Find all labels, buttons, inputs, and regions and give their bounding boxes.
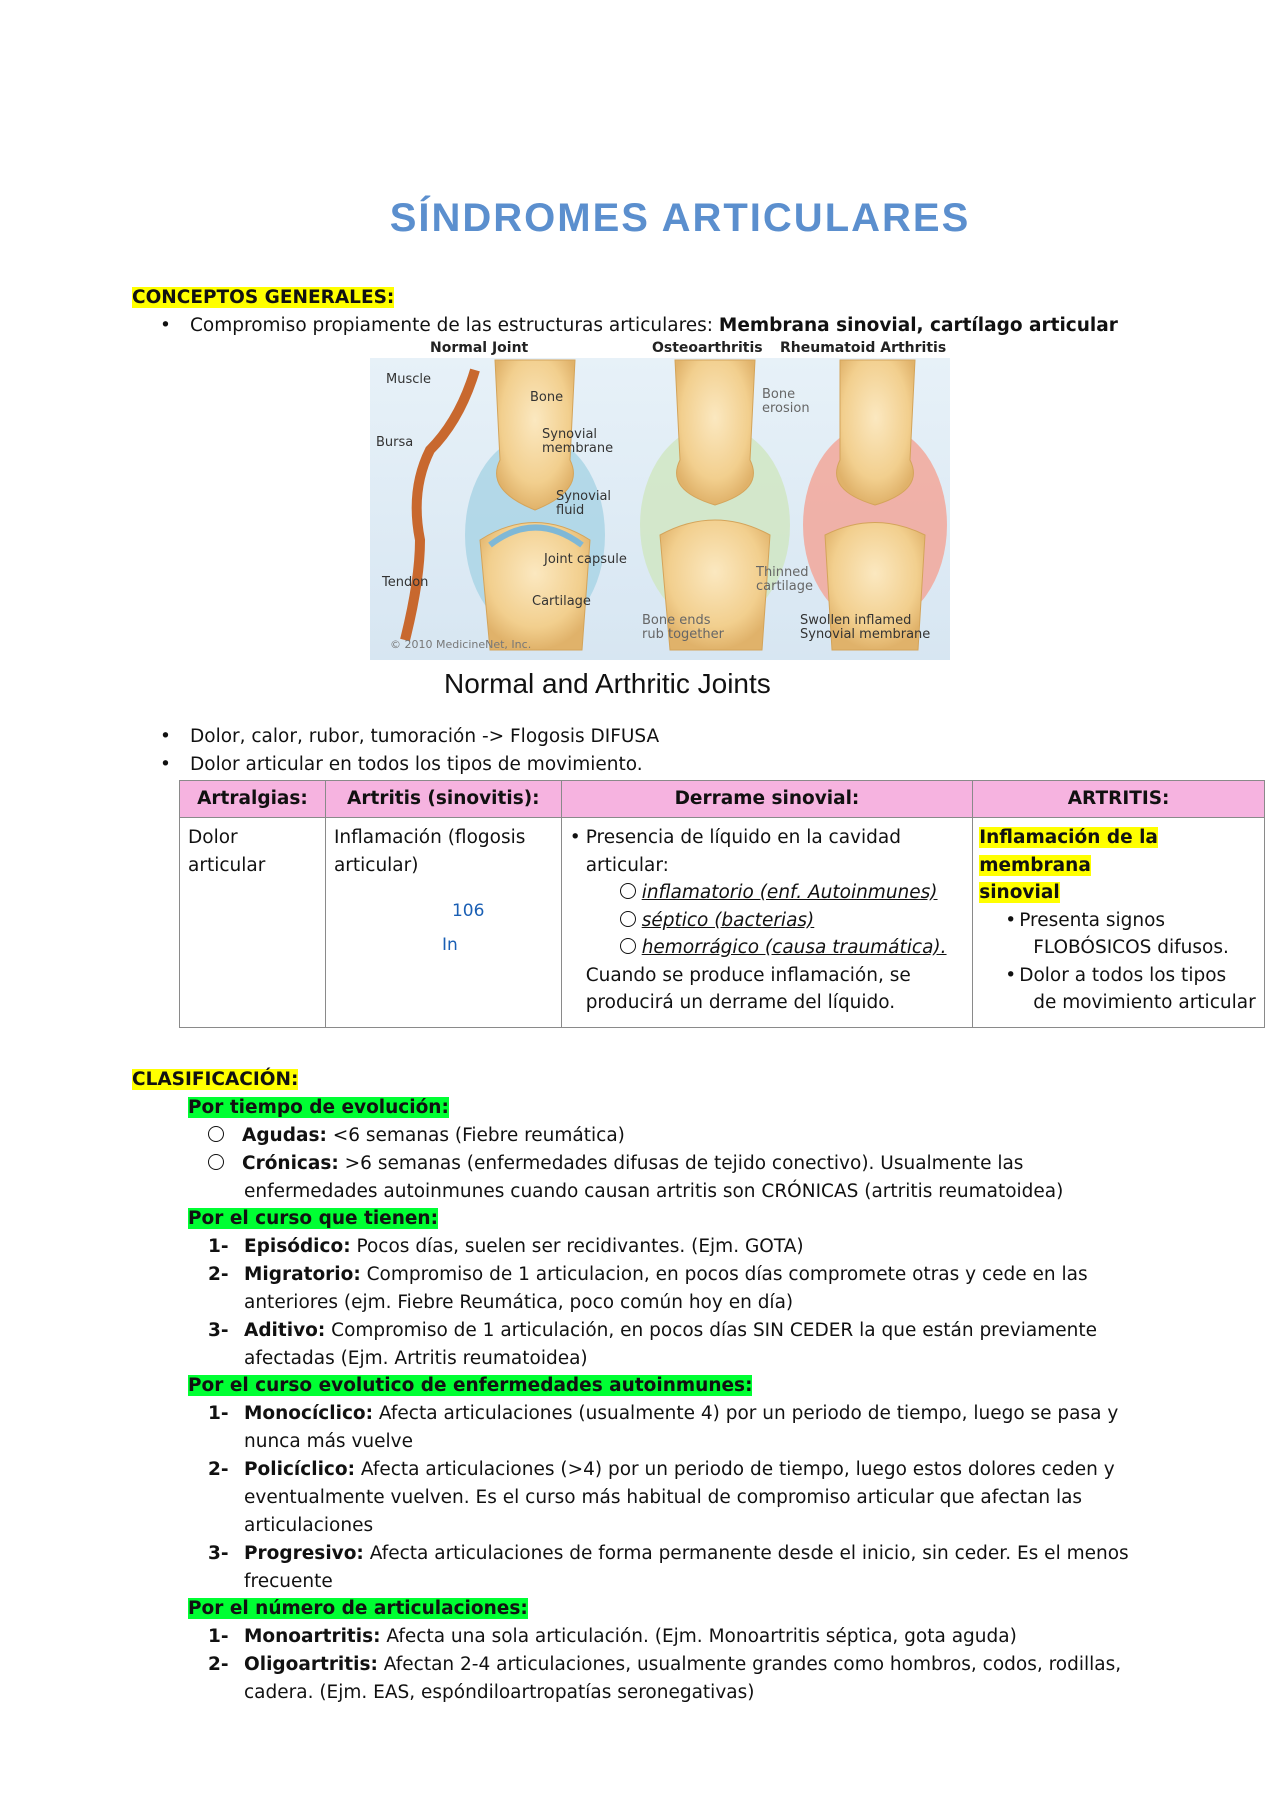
- item-continuation: eventualmente vuelven. Es el curso más habitual de compromiso articular que afectan las: [244, 1487, 1083, 1508]
- item-text: Compromiso de 1 articulación, en pocos días SIN CEDER la que están previamente: [325, 1320, 1097, 1341]
- bullet-icon: •: [1005, 964, 1017, 986]
- bullet-text: Dolor articular en todos los tipos de movimiento.: [190, 754, 643, 775]
- label-line: Synovial: [556, 489, 612, 504]
- item-number: 2-: [208, 1654, 229, 1675]
- section-clasificacion: [132, 1066, 298, 1094]
- figure-caption: Normal and Arthritic Joints: [444, 668, 771, 699]
- item-continuation: nunca más vuelve: [244, 1431, 413, 1452]
- circle-bullet-icon: [620, 911, 636, 927]
- item-number: 3-: [208, 1320, 229, 1341]
- cell-line: Cuando se produce inflamación, se: [585, 964, 911, 986]
- header-derrame-sinovial: Derrame sinovial:: [561, 781, 973, 818]
- highlight-text: sinovial: [979, 882, 1060, 903]
- cell-artritis: [973, 818, 1265, 1028]
- derrame-type: [570, 934, 965, 962]
- item-label: Monocíclico:: [244, 1403, 374, 1424]
- copyright-text: © 2010 MedicineNet, Inc.: [390, 638, 532, 651]
- clasificacion-heading: CLASIFICACIÓN:: [132, 1069, 299, 1090]
- item-label: Oligoartritis:: [244, 1654, 378, 1675]
- subheading-curso: [188, 1205, 438, 1233]
- item-number: 1-: [208, 1626, 229, 1647]
- bullet-icon: •: [160, 315, 171, 336]
- item-text: Afecta articulaciones (>4) por un periodo de tiempo, luego estos dolores ceden y: [354, 1459, 1115, 1480]
- circle-bullet-icon: [620, 938, 636, 954]
- item-text: Pocos días, suelen ser recidivantes. (Ejm. GOTA): [350, 1236, 804, 1257]
- header-artritis-sinovitis: Artritis (sinovitis):: [325, 781, 561, 818]
- cell-line: articular:: [585, 854, 669, 876]
- numbered-item: [208, 1540, 1129, 1568]
- item-text: Afecta articulaciones (usualmente 4) por un periodo de tiempo, luego se pasa y: [373, 1403, 1119, 1424]
- cell-line: producirá un derrame del líquido.: [585, 992, 896, 1013]
- table-header-row: [180, 781, 1265, 818]
- item-text: Compromiso de 1 articulacion, en pocos días compromete otras y cede en las: [360, 1264, 1088, 1285]
- label-line: cartilage: [756, 579, 813, 594]
- label-bursa: Bursa: [376, 435, 414, 450]
- handwritten-note-2: In: [441, 935, 458, 955]
- item-number: 2-: [208, 1264, 229, 1285]
- derrame-type-text: séptico (bacterias): [641, 909, 815, 931]
- label-line: erosion: [762, 401, 810, 416]
- label-cartilage: Cartilage: [532, 594, 591, 609]
- joint-figure: [370, 340, 950, 660]
- bullet-icon: •: [160, 754, 171, 775]
- cell-line: FLOBÓSICOS difusos.: [1033, 937, 1229, 958]
- derrame-type-text: inflamatorio (enf. Autoinmunes): [641, 882, 938, 903]
- bullet-icon: •: [160, 726, 171, 747]
- cell-line: [979, 907, 1256, 935]
- item-label: Crónicas:: [242, 1153, 339, 1174]
- cell-line: Dolor: [188, 827, 238, 848]
- numero-heading: Por el número de articulaciones:: [188, 1598, 528, 1619]
- header-normal-joint: Normal Joint: [430, 340, 529, 356]
- item-continuation: anteriores (ejm. Fiebre Reumática, poco común hoy en día): [244, 1292, 794, 1313]
- label-line: Synovial: [542, 427, 598, 442]
- joint-illustration: [370, 340, 950, 660]
- item-label: Aditivo:: [244, 1320, 326, 1341]
- label-line: Synovial membrane: [800, 627, 931, 642]
- cell-text: Presenta signos: [1019, 909, 1166, 931]
- numbered-item: [208, 1400, 1118, 1428]
- label-line: Swollen inflamed: [800, 613, 912, 628]
- item-continuation: articulaciones: [244, 1515, 374, 1536]
- circle-bullet-icon: [620, 883, 636, 899]
- cell-line: [570, 824, 965, 852]
- handwritten-note-1: 106: [451, 901, 485, 921]
- list-item-continuation: enfermedades autoinmunes cuando causan artritis son CRÓNICAS (artritis reumatoidea): [244, 1181, 1064, 1202]
- item-label: Migratorio:: [244, 1264, 361, 1285]
- bullet-bold-text: Membrana sinovial, cartílago articular: [718, 315, 1118, 336]
- cell-heading: [979, 879, 1256, 907]
- label-line: fluid: [556, 503, 585, 518]
- header-artralgias: Artralgias:: [180, 781, 326, 818]
- item-number: 1-: [208, 1403, 229, 1424]
- item-number: 3-: [208, 1543, 229, 1564]
- cell-derrame-sinovial: [561, 818, 973, 1028]
- conceptos-bullet-1: [160, 312, 1118, 340]
- derrame-type: [570, 907, 965, 935]
- conceptos-heading: CONCEPTOS GENERALES:: [132, 287, 395, 308]
- label-line: Bone ends: [642, 613, 711, 628]
- label-line: membrane: [542, 441, 614, 456]
- curso-heading: Por el curso que tienen:: [188, 1208, 439, 1229]
- definitions-table: [179, 780, 1265, 1028]
- numbered-item: [208, 1456, 1115, 1484]
- list-item: [208, 1150, 1023, 1178]
- cell-heading: [979, 824, 1256, 879]
- label-line: Bone: [762, 387, 796, 402]
- evolutivo-heading: Por el curso evolutico de enfermedades autoinmunes:: [188, 1375, 753, 1396]
- bullet-text: Compromiso propiamente de las estructuras articulares:: [190, 315, 719, 336]
- header-rheumatoid: Rheumatoid Arthritis: [780, 340, 947, 356]
- section-conceptos: [132, 284, 394, 312]
- item-label: Policíclico:: [244, 1459, 355, 1480]
- item-continuation: cadera. (Ejm. EAS, espóndiloartropatías seronegativas): [244, 1682, 755, 1703]
- label-synovial-fluid: [556, 490, 611, 518]
- cell-artralgias: [180, 818, 326, 1028]
- item-continuation: frecuente: [244, 1571, 333, 1592]
- cell-text: Presencia de líquido en la cavidad: [585, 827, 901, 848]
- subheading-evolutivo: [188, 1372, 752, 1400]
- label-tendon: Tendon: [382, 575, 429, 590]
- header-artritis: ARTRITIS:: [973, 781, 1265, 818]
- label-line: Thinned: [756, 565, 809, 580]
- item-text: >6 semanas (enfermedades difusas de tejido conectivo). Usualmente las: [338, 1153, 1024, 1174]
- item-label: Episódico:: [244, 1236, 351, 1257]
- list-item: [208, 1122, 625, 1150]
- conceptos-bullet-2: [160, 723, 659, 751]
- item-text: Afecta articulaciones de forma permanente desde el inicio, sin ceder. Es el menos: [363, 1543, 1129, 1564]
- item-label: Monoartritis:: [244, 1626, 381, 1647]
- item-label: Agudas:: [242, 1125, 327, 1146]
- label-line: rub together: [642, 627, 724, 642]
- label-muscle: Muscle: [386, 372, 431, 387]
- item-number: 2-: [208, 1459, 229, 1480]
- item-continuation: afectadas (Ejm. Artritis reumatoidea): [244, 1348, 588, 1369]
- subheading-tiempo: [188, 1094, 449, 1122]
- circle-bullet-icon: [208, 1126, 224, 1142]
- item-text: <6 semanas (Fiebre reumática): [326, 1125, 625, 1146]
- label-bone: Bone: [530, 390, 564, 405]
- cell-text: Dolor a todos los tipos: [1019, 964, 1227, 986]
- numbered-item: [208, 1651, 1121, 1679]
- subheading-numero: [188, 1595, 528, 1623]
- cell-line: articular: [188, 854, 266, 876]
- cell-artritis-sinovitis: [325, 818, 561, 1028]
- item-label: Progresivo:: [244, 1543, 364, 1564]
- numbered-item: [208, 1623, 1017, 1651]
- label-synovial-membrane: [542, 428, 613, 456]
- conceptos-bullet-3: [160, 751, 643, 779]
- circle-bullet-icon: [208, 1154, 224, 1170]
- cell-line: articular): [333, 854, 419, 876]
- cell-line: de movimiento articular: [1033, 992, 1256, 1013]
- item-text: Afectan 2-4 articulaciones, usualmente grandes como hombros, codos, rodillas,: [377, 1654, 1122, 1675]
- label-thinned-cartilage: [756, 566, 813, 594]
- cell-line: [979, 962, 1256, 990]
- cell-line: Inflamación (flogosis: [333, 827, 526, 848]
- numbered-item: [208, 1233, 804, 1261]
- bullet-icon: •: [1005, 909, 1017, 931]
- header-osteoarthritis: Osteoarthritis: [652, 340, 763, 356]
- item-text: Afecta una sola articulación. (Ejm. Monoartritis séptica, gota aguda): [380, 1626, 1017, 1647]
- numbered-item: [208, 1261, 1088, 1289]
- page-title: SÍNDROMES ARTICULARES: [389, 196, 971, 240]
- bullet-icon: •: [569, 827, 581, 848]
- label-bone-erosion: [762, 388, 810, 416]
- derrame-type: [570, 879, 965, 907]
- bullet-text: Dolor, calor, rubor, tumoración -> Flogosis DIFUSA: [190, 726, 660, 747]
- table-row: [180, 818, 1265, 1028]
- label-joint-capsule: Joint capsule: [544, 552, 627, 567]
- numbered-item: [208, 1317, 1097, 1345]
- tiempo-heading: Por tiempo de evolución:: [188, 1097, 449, 1118]
- label-swollen-membrane: [800, 614, 930, 642]
- item-number: 1-: [208, 1236, 229, 1257]
- highlight-text: Inflamación de la membrana: [979, 827, 1158, 876]
- derrame-type-text: hemorrágico (causa traumática).: [641, 937, 947, 958]
- label-bone-ends: [642, 614, 724, 642]
